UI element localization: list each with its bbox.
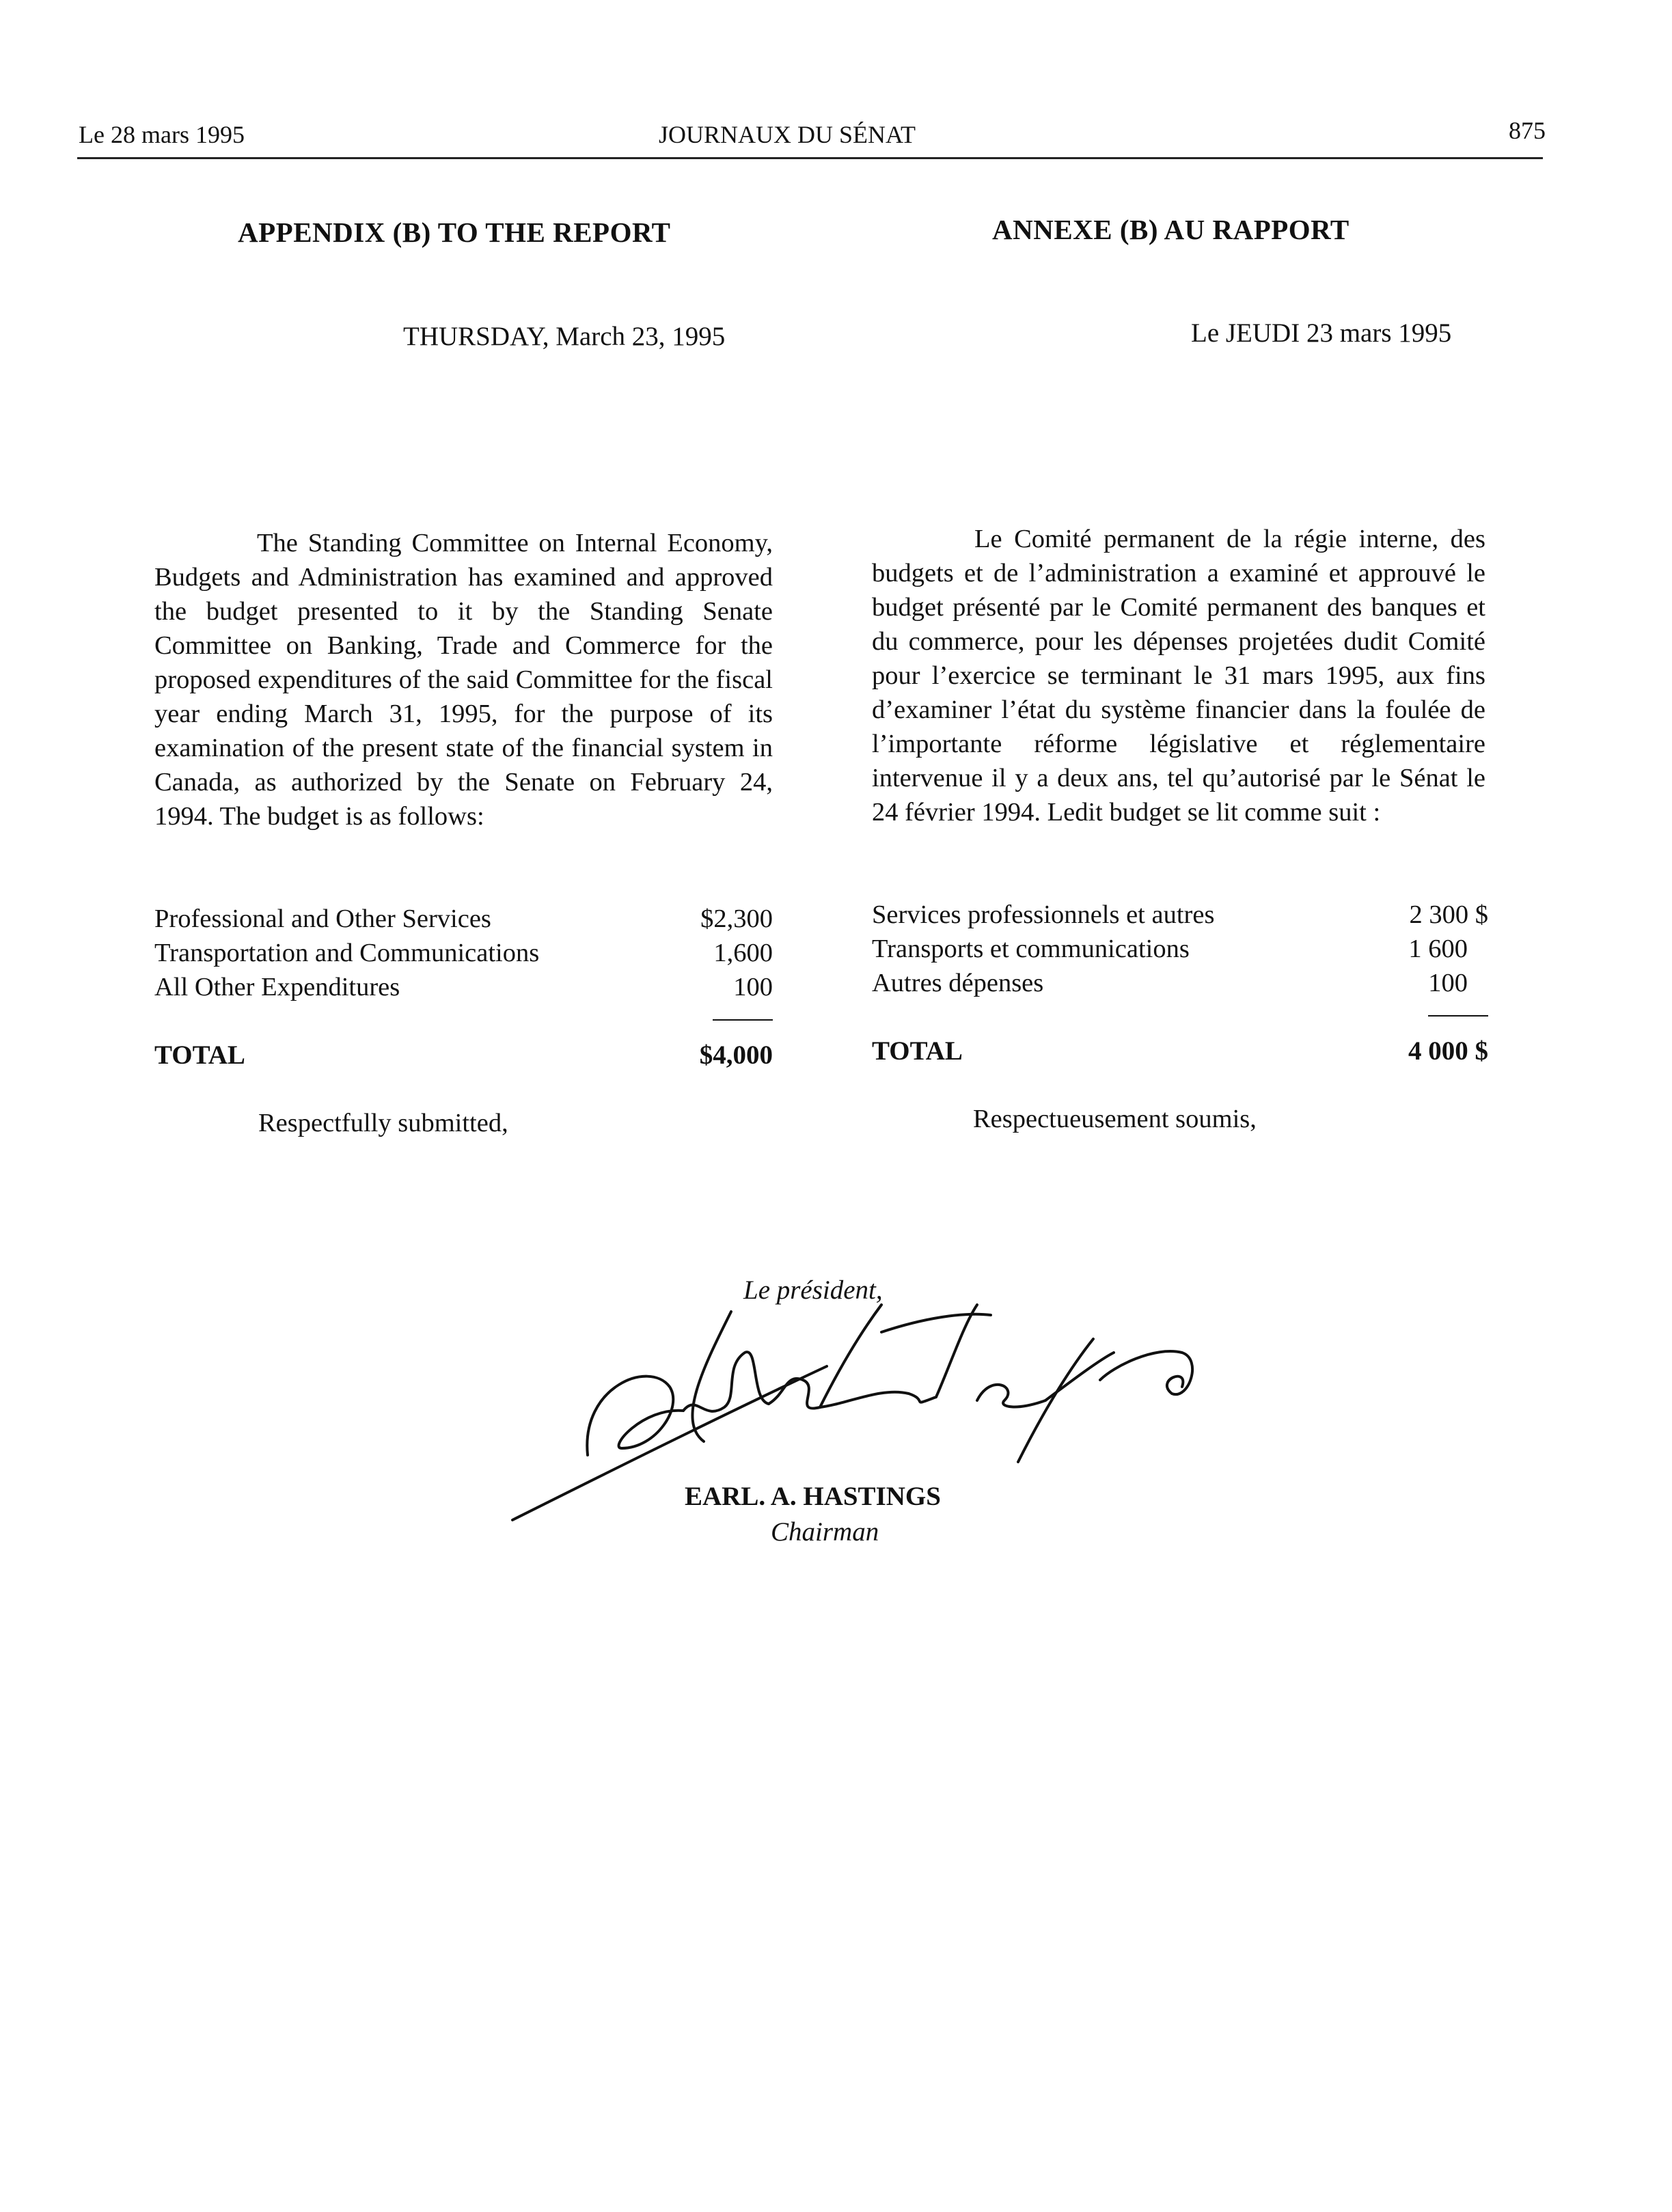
english-total-row [154, 1038, 773, 1073]
page-number: 875 [1509, 117, 1546, 144]
english-paragraph [154, 526, 773, 833]
english-sum-rule-row [154, 1004, 773, 1038]
english-sum-rule [713, 1019, 773, 1021]
french-closing: Respectueusement soumis, [973, 1105, 1257, 1133]
signature-title-fr: Le président, [743, 1275, 883, 1305]
french-budget [872, 898, 1488, 1068]
french-total-amount: 4 000 $ [1408, 1036, 1488, 1066]
french-budget-row [872, 932, 1488, 966]
english-item-label: All Other Expenditures [154, 973, 400, 1001]
french-budget-row [872, 898, 1488, 932]
french-date: Le JEUDI 23 mars 1995 [1191, 318, 1452, 348]
french-item-amount: 100 [1428, 969, 1468, 997]
french-sum-rule [1428, 1015, 1488, 1017]
french-item-label: Autres dépenses [872, 969, 1044, 997]
french-sum-rule-row [872, 1000, 1488, 1034]
french-paragraph [872, 522, 1485, 829]
french-item-label: Transports et communications [872, 935, 1190, 963]
english-budget-row [154, 936, 773, 970]
signatory-title-en: Chairman [771, 1517, 879, 1547]
english-budget [154, 902, 773, 1073]
english-budget-row [154, 902, 773, 936]
signatory-name: EARL. A. HASTINGS [685, 1482, 941, 1511]
english-date: THURSDAY, March 23, 1995 [403, 322, 726, 351]
french-item-label: Services professionnels et autres [872, 900, 1215, 929]
header-rule [77, 157, 1543, 159]
journal-title: JOURNAUX DU SÉNAT [659, 121, 916, 148]
english-item-amount: 100 [733, 973, 773, 1001]
french-budget-row [872, 966, 1488, 1000]
header-date: Le 28 mars 1995 [79, 121, 245, 148]
english-item-amount: 1,600 [713, 939, 773, 967]
english-heading: APPENDIX (B) TO THE REPORT [238, 217, 671, 248]
french-total-row [872, 1034, 1488, 1068]
french-paragraph-text: Le Comité permanent de la régie interne, des budgets et de l’administration a examiné et approuvé le budget présenté par le Comité permanent des banques et du commerce, pour les dépenses projetées dudit Comité pour l’exercice se terminant le 31 mars 1995, aux fins d’examiner l’état du système financier dans la foulée de l’importante réforme législative et réglementaire intervenue il y a deux ans, tel qu’autorisé par le Sénat le 24 février 1994. Ledit budget se lit comme suit : [872, 525, 1485, 827]
french-item-amount: 2 300 $ [1409, 900, 1488, 929]
english-item-label: Transportation and Communications [154, 939, 540, 967]
english-closing: Respectfully submitted, [258, 1109, 508, 1137]
english-item-amount: $2,300 [700, 904, 773, 933]
french-total-label: TOTAL [872, 1036, 963, 1066]
english-total-label: TOTAL [154, 1040, 245, 1070]
english-total-amount: $4,000 [699, 1040, 773, 1070]
french-item-amount: 1 600 [1408, 935, 1468, 963]
english-paragraph-text: The Standing Committee on Internal Economy, Budgets and Administration has examined and approved the budget presented to it by the Standing Senate Committee on Banking, Trade and Commerce for the proposed expenditures of the said Committee for the fiscal year ending March 31, 1995, for the purpose of its examination of the present state of the financial system in Canada, as authorized by the Senate on February 24, 1994. The budget is as follows: [154, 529, 773, 831]
french-heading: ANNEXE (B) AU RAPPORT [992, 214, 1349, 245]
english-item-label: Professional and Other Services [154, 904, 491, 933]
english-budget-row [154, 970, 773, 1004]
